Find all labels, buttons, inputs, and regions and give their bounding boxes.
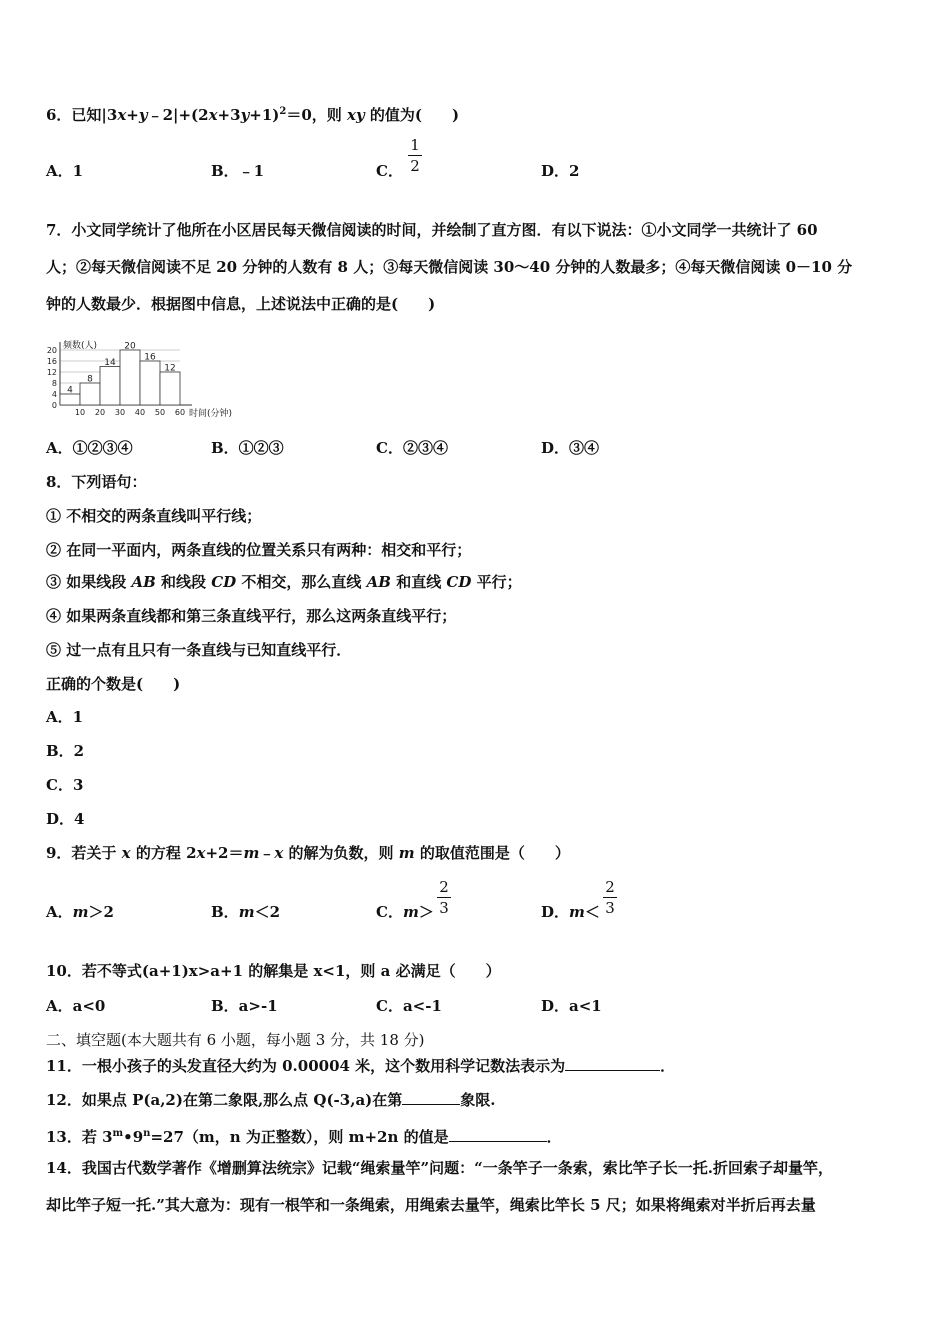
q10-option-c[interactable]: C．a<-1	[376, 997, 442, 1015]
q7-option-c[interactable]: C．②③④	[376, 439, 448, 457]
q7-line-1: 7．小文同学统计了他所在小区居民每天微信阅读的时间，并绘制了直方图．有以下说法：①小文同学一共统计了 60	[46, 221, 818, 239]
q8-ask: 正确的个数是( )	[46, 675, 181, 693]
q12: 12．如果点 P(a,2)在第二象限,那么点 Q(-3,a)在第 象限.	[46, 1091, 496, 1109]
x-tick-label: 50	[154, 408, 166, 417]
q9-option-c-fraction: 2 3	[437, 878, 451, 917]
q8-statement-3: ③ 如果线段 AB 和线段 CD 不相交，那么直线 AB 和直线 CD 平行；	[46, 573, 522, 591]
q8-statement-4: ④ 如果两条直线都和第三条直线平行，那么这两条直线平行；	[46, 607, 457, 625]
q8-option-c[interactable]: C．3	[46, 776, 84, 794]
q10-option-d[interactable]: D．a<1	[541, 997, 602, 1015]
q7-option-b[interactable]: B．①②③	[211, 439, 284, 457]
histogram-chart	[40, 330, 260, 422]
q8-statement-5: ⑤ 过一点有且只有一条直线与已知直线平行．	[46, 641, 352, 659]
q8-option-a[interactable]: A．1	[46, 708, 84, 726]
histogram-bar	[100, 367, 120, 406]
q8-option-b[interactable]: B．2	[46, 742, 85, 760]
y-tick-label: 16	[46, 357, 57, 366]
histogram-bar	[60, 394, 80, 405]
q6-stem: 6．已知$|3x+y﹣2|+(2x+3y+1)^2=0$，则 xy 的值为( )	[46, 106, 460, 124]
histogram-bar	[140, 361, 160, 405]
y-tick-label: 8	[51, 379, 57, 388]
histogram-bar	[120, 350, 140, 405]
y-axis-title: 频数(人)	[63, 341, 98, 351]
y-tick-label: 12	[46, 368, 57, 377]
q14-line-1: 14．我国古代数学著作《增删算法统宗》记载“绳索量竿”问题：“一条竿子一条索，索比竿子长一托.折回索子却量竿，	[46, 1159, 833, 1177]
y-tick-label: 0	[51, 401, 57, 410]
q9-option-a[interactable]: A．m＞2	[46, 903, 114, 921]
histogram-bar	[160, 372, 180, 405]
q10-option-a[interactable]: A．a<0	[46, 997, 106, 1015]
q9-option-c[interactable]: C．m＞	[376, 903, 434, 921]
bar-data-label: 14	[104, 358, 116, 368]
q7-option-d[interactable]: D．③④	[541, 439, 600, 457]
bar-data-label: 4	[67, 385, 73, 396]
q8-statement-1: ① 不相交的两条直线叫平行线；	[46, 507, 262, 525]
q6-option-c-fraction: 1 2	[408, 136, 422, 175]
histogram-bar	[80, 383, 100, 405]
x-tick-label: 30	[114, 408, 126, 417]
bar-data-label: 16	[144, 352, 156, 363]
q8-option-d[interactable]: D．4	[46, 810, 85, 828]
x-tick-label: 10	[74, 408, 86, 417]
section-2-title: 二、填空题(本大题共有 6 小题，每小题 3 分，共 18 分)	[46, 1031, 425, 1049]
q11-answer-blank[interactable]	[565, 1056, 660, 1071]
q8-statement-2: ② 在同一平面内，两条直线的位置关系只有两种：相交和平行；	[46, 541, 472, 559]
bar-data-label: 8	[87, 374, 93, 385]
y-tick-label: 4	[51, 390, 57, 399]
q6-option-b[interactable]: B．﹣1	[211, 162, 265, 180]
q8-title: 8．下列语句：	[46, 473, 147, 491]
q14-line-2: 却比竿子短一托.”其大意为：现有一根竿和一条绳索，用绳索去量竿，绳索比竿长 5 尺；如果将绳索对半折后再去量	[46, 1196, 816, 1214]
q6-option-a[interactable]: A．1	[46, 162, 84, 180]
x-tick-label: 40	[134, 408, 146, 417]
q6-option-c[interactable]: C．	[376, 162, 403, 180]
bar-data-label: 12	[164, 363, 176, 374]
y-tick-label: 20	[46, 346, 57, 355]
q10-stem: 10．若不等式(a+1)x>a+1 的解集是 x<1，则 a 必满足（ ）	[46, 962, 501, 980]
q12-answer-blank[interactable]	[402, 1090, 460, 1105]
q13-answer-blank[interactable]	[449, 1127, 547, 1142]
x-tick-label: 20	[94, 408, 106, 417]
q9-option-d-fraction: 2 3	[603, 878, 617, 917]
q7-option-a[interactable]: A．①②③④	[46, 439, 133, 457]
x-tick-label: 60	[174, 408, 186, 417]
q9-option-b[interactable]: B．m＜2	[211, 903, 280, 921]
q6-option-d[interactable]: D．2	[541, 162, 580, 180]
q9-stem: 9．若关于 x 的方程 2x+2＝m﹣x 的解为负数，则 m 的取值范围是（ ）	[46, 844, 570, 862]
q10-option-b[interactable]: B．a>-1	[211, 997, 278, 1015]
q7-line-3: 钟的人数最少．根据图中信息，上述说法中正确的是( )	[46, 295, 436, 313]
q11: 11．一根小孩子的头发直径大约为 0.00004 米，这个数用科学记数法表示为 ．	[46, 1057, 676, 1075]
q7-line-2: 人；②每天微信阅读不足 20 分钟的人数有 8 人；③每天微信阅读 30～40 分钟的人数最多；④每天微信阅读 0－10 分	[46, 258, 853, 276]
q13: 13．若 $3^m•9^n=27(m$，n 为正整数），则 m+2n 的值是 ．	[46, 1128, 562, 1146]
bar-data-label: 20	[124, 341, 136, 352]
q9-option-d[interactable]: D．m＜	[541, 903, 600, 921]
x-axis-title: 时间(分钟)	[189, 409, 233, 419]
